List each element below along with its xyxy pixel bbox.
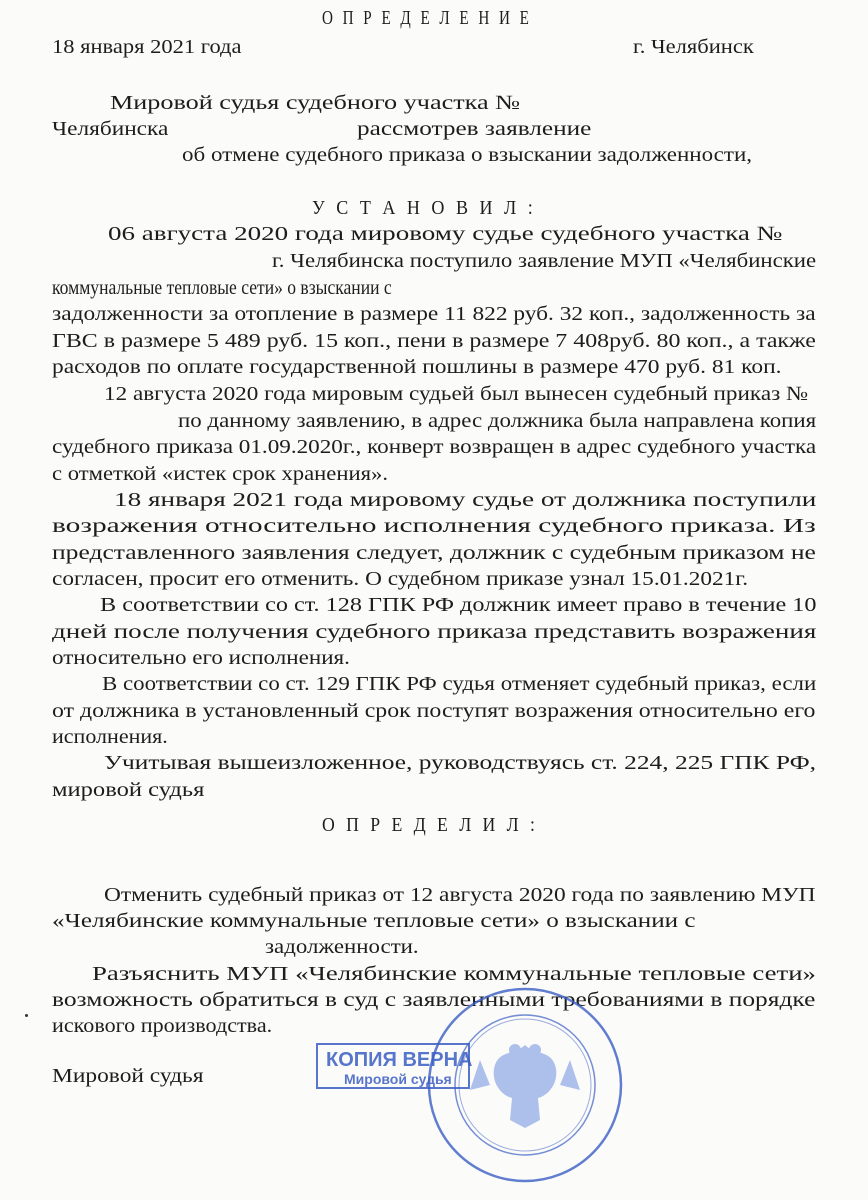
intro-line: об отмене судебного приказа о взыскании задолженности, — [182, 144, 753, 166]
body-line: искового производства. — [52, 1015, 273, 1037]
body-line: судебного приказа 01.09.2020г., конверт возвращен в адрес судебного участка — [52, 436, 817, 458]
body-line: исполнения. — [52, 726, 168, 748]
intro-line: Челябинска — [52, 118, 169, 140]
body-line: «Челябинские коммунальные тепловые сети» о взыскании с — [52, 910, 696, 932]
body-line: возражения относительно исполнения судебного приказа. Из — [52, 515, 816, 537]
body-line: коммунальные тепловые сети» о взыскании с — [52, 277, 392, 299]
body-line: согласен, просит его отменить. О судебном приказе узнал 15.01.2021г. — [52, 568, 749, 590]
signature-label: Мировой судья — [52, 1065, 204, 1087]
body-line: В соответствии со ст. 128 ГПК РФ должник имеет право в течение 10 — [100, 594, 817, 616]
copy-stamp-subtitle: Мировой судья — [344, 1071, 452, 1087]
decided-heading: О П Р Е Д Е Л И Л : — [322, 814, 539, 836]
body-line: В соответствии со ст. 129 ГПК РФ судья отменяет судебный приказ, если — [102, 673, 817, 695]
body-line: задолженности за отопление в размере 11 822 руб. 32 коп., задолженность за — [52, 303, 816, 325]
intro-line: рассмотрев заявление — [357, 118, 592, 140]
body-line: 18 января 2021 года мировому судье от должника поступили — [114, 489, 817, 511]
body-line: 12 августа 2020 года мировым судьей был вынесен судебный приказ № — [104, 383, 809, 405]
body-line: представленного заявления следует, должник с судебным приказом не — [52, 542, 816, 564]
established-heading: У С Т А Н О В И Л : — [312, 197, 537, 219]
copy-verified-stamp — [317, 1044, 472, 1088]
body-line: Учитывая вышеизложенное, руководствуясь ст. 224, 225 ГПК РФ, — [104, 752, 817, 774]
body-line: с отметкой «истек срок хранения». — [52, 463, 389, 485]
document-date: 18 января 2021 года — [52, 36, 242, 58]
body-line: мировой судья — [52, 779, 205, 801]
copy-stamp-title: КОПИЯ ВЕРНА — [326, 1049, 473, 1071]
body-line: задолженности. — [265, 936, 419, 958]
body-line: г. Челябинска поступило заявление МУП «Челябинские — [272, 250, 817, 272]
body-line: расходов по оплате государственной пошлины в размере 470 руб. 81 коп. — [52, 356, 782, 378]
body-line: от должника в установленный срок поступят возражения относительно его — [52, 700, 816, 722]
body-line: Разъяснить МУП «Челябинские коммунальные тепловые сети» — [92, 963, 816, 985]
body-line: относительно его исполнения. — [52, 647, 350, 669]
body-line: дней после получения судебного приказа представить возражения — [52, 621, 817, 643]
body-line: по данному заявлению, в адрес должника была направлена копия — [178, 410, 817, 432]
body-line: Отменить судебный приказ от 12 августа 2020 года по заявлению МУП — [104, 884, 816, 906]
document-city: г. Челябинск — [633, 36, 754, 58]
eagle-emblem-icon — [470, 1044, 580, 1128]
body-line: ГВС в размере 5 489 руб. 15 коп., пени в размере 7 408руб. 80 коп., а также — [52, 330, 816, 352]
intro-line: Мировой судья судебного участка № — [110, 92, 521, 114]
body-line: возможность обратиться в суд с заявленными требованиями в порядке — [52, 989, 816, 1011]
document-title: О П Р Е Д Е Л Е Н И Е — [322, 7, 532, 29]
body-line: 06 августа 2020 года мировому судье судебного участка № — [108, 223, 783, 245]
